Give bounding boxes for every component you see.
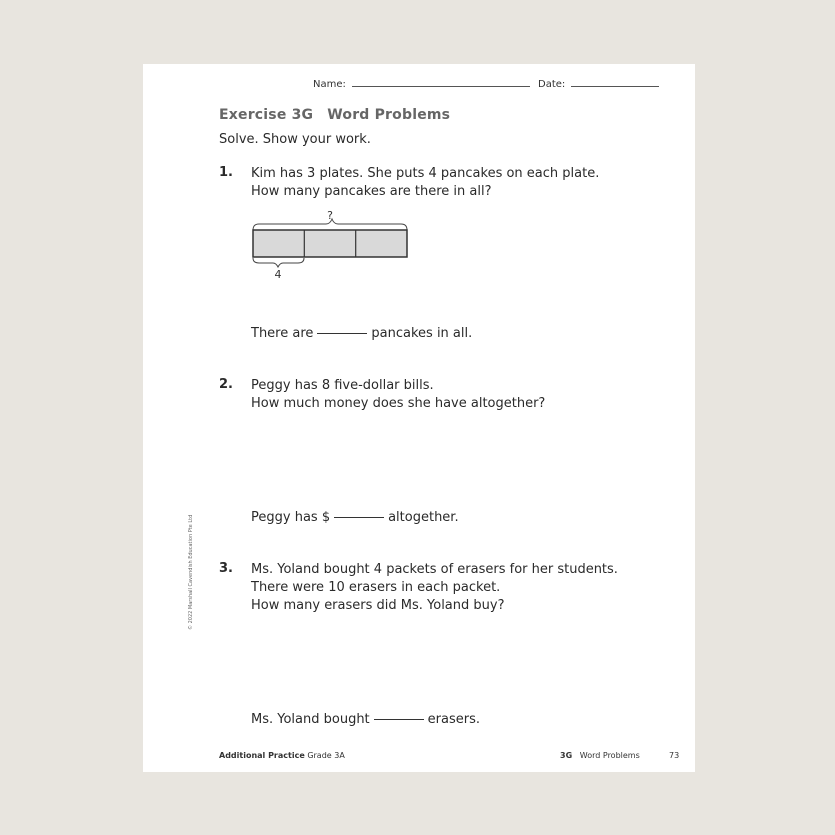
problem-3-answer-before: Ms. Yoland bought <box>251 712 370 727</box>
problem-3-answer <box>251 711 480 729</box>
problem-3-answer-after: erasers. <box>427 712 481 727</box>
problem-3-line-2: There were 10 erasers in each packet. <box>251 580 501 595</box>
footer-section-title: Word Problems <box>579 751 640 760</box>
footer-section-code: 3G <box>560 751 573 760</box>
footer-book-bold: Additional Practice <box>219 751 305 760</box>
date-line[interactable] <box>571 86 659 87</box>
problem-2-answer-before: Peggy has $ <box>251 510 331 525</box>
footer-section <box>560 751 640 760</box>
problem-3-line-1: Ms. Yoland bought 4 packets of erasers for her students. <box>251 562 618 577</box>
unit-brace <box>253 258 304 267</box>
problem-2-answer-after: altogether. <box>388 510 459 525</box>
name-line[interactable] <box>352 86 530 87</box>
exercise-number: Exercise 3G <box>219 107 314 123</box>
exercise-title <box>219 107 450 123</box>
footer-book <box>219 751 345 760</box>
unit-label: 4 <box>274 268 282 281</box>
copyright-notice: © 2022 Marshall Cavendish Education Pte Ltd <box>188 514 194 630</box>
bar-outline <box>253 230 407 257</box>
date-field[interactable] <box>538 79 659 90</box>
problem-2-line-1: Peggy has 8 five-dollar bills. <box>251 378 434 393</box>
name-field[interactable] <box>313 79 530 90</box>
instructions: Solve. Show your work. <box>219 132 371 147</box>
problem-2-line-2: How much money does she have altogether? <box>251 396 546 411</box>
exercise-name: Word Problems <box>327 107 451 123</box>
problem-2-answer-blank[interactable] <box>334 517 384 518</box>
problem-1-answer <box>251 325 472 343</box>
problem-3-number: 3. <box>219 561 233 576</box>
problem-3-line-3: How many erasers did Ms. Yoland buy? <box>251 598 505 613</box>
total-label: ? <box>327 209 333 222</box>
problem-1-number: 1. <box>219 165 233 180</box>
date-label: Date: <box>538 79 566 90</box>
problem-1-answer-before: There are <box>251 326 314 341</box>
problem-1-answer-after: pancakes in all. <box>371 326 473 341</box>
worksheet-page <box>143 64 695 772</box>
problem-1-line-1: Kim has 3 plates. She puts 4 pancakes on each plate. <box>251 166 600 181</box>
problem-2-answer <box>251 509 459 527</box>
bar-model <box>247 204 419 284</box>
problem-1-line-2: How many pancakes are there in all? <box>251 184 492 199</box>
problem-3-answer-blank[interactable] <box>374 719 424 720</box>
problem-2-number: 2. <box>219 377 233 392</box>
page-number: 73 <box>669 751 680 760</box>
problem-1-answer-blank[interactable] <box>317 333 367 334</box>
footer-book-grade: Grade 3A <box>307 751 345 760</box>
name-label: Name: <box>313 79 346 90</box>
